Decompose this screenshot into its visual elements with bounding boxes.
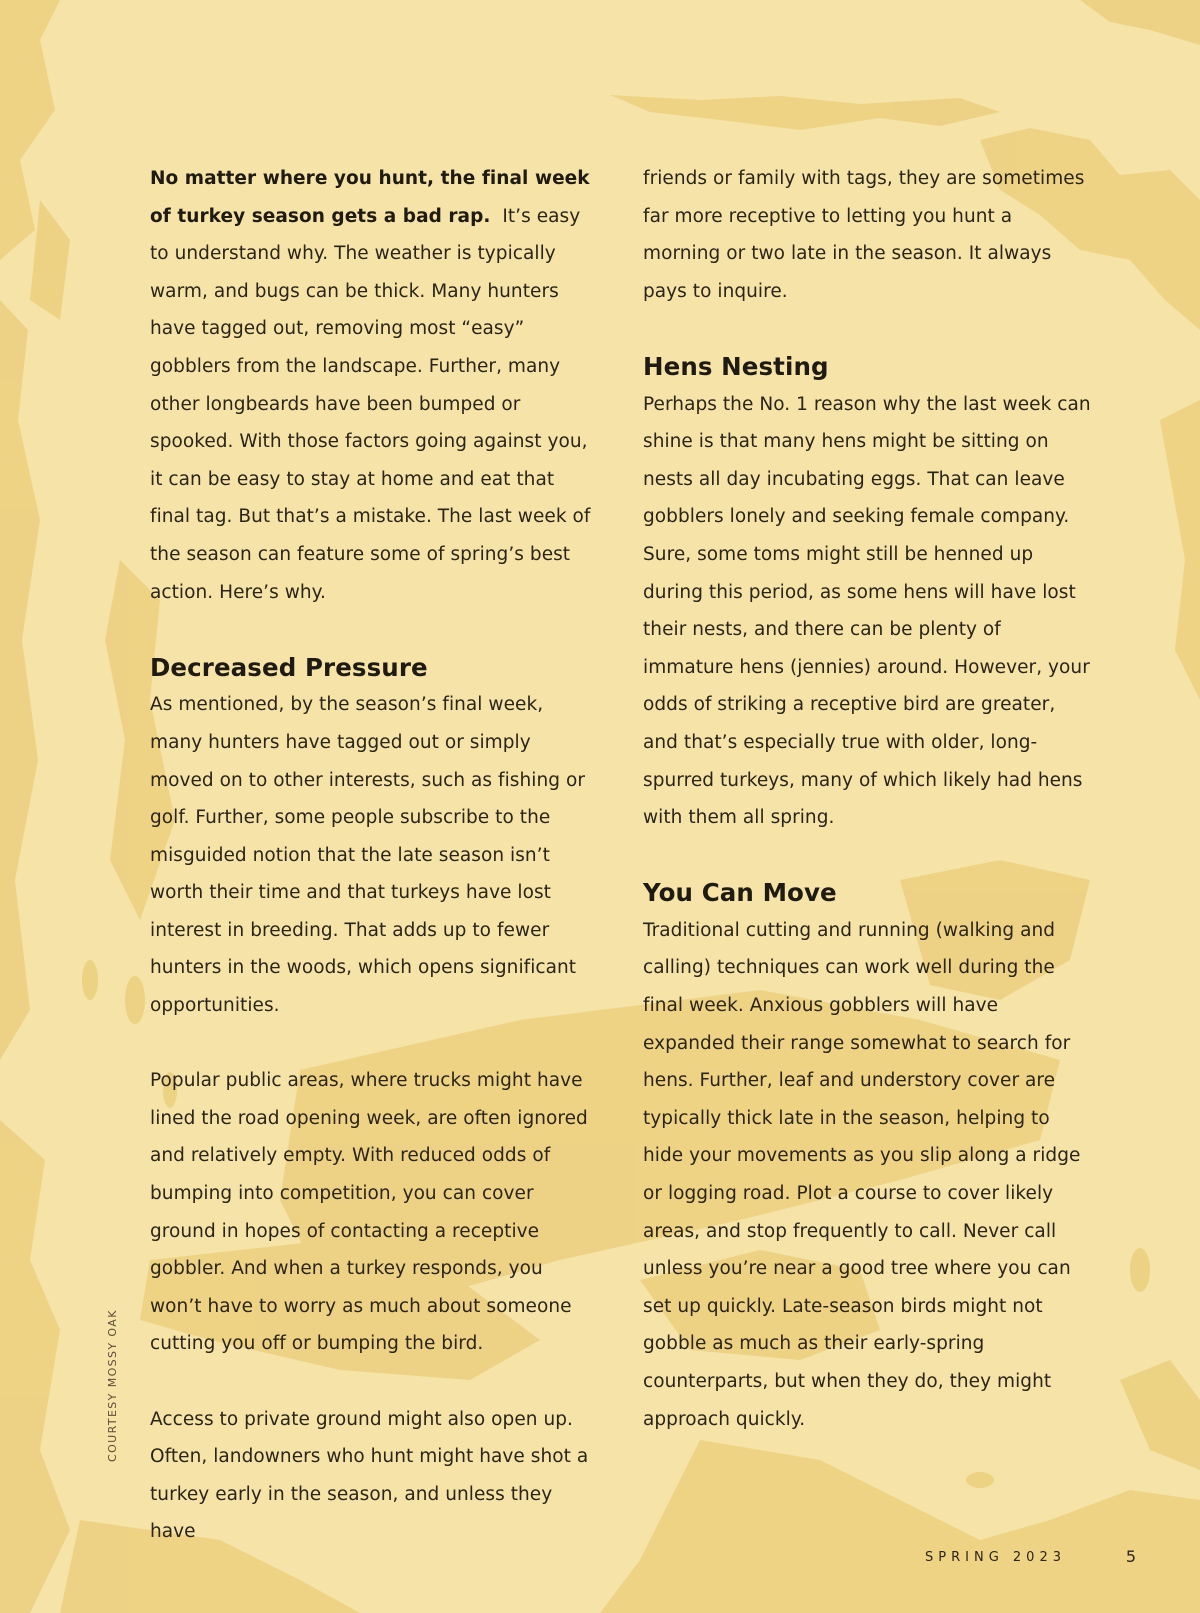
section-heading: Decreased Pressure — [150, 652, 428, 682]
section-decreased-pressure — [150, 649, 598, 1551]
continued-paragraph: friends or family with tags, they are sometimes far more receptive to letting you hunt a morning or two late in the season. It always pays to inquire. — [643, 168, 1085, 302]
section-heading: You Can Move — [643, 878, 837, 908]
section-you-can-move — [643, 874, 1091, 1438]
body-paragraph: Popular public areas, where trucks might have lined the road opening week, are often ignored and relatively empty. With reduced odds of bumping into competition, you can cover ground in hopes of contacting a receptive gobbler. And when a turkey responds, you won’t have to worry as much about someone cutting you off or bumping the bird. — [150, 1070, 588, 1355]
section-hens-nesting — [643, 348, 1091, 837]
left-column — [150, 160, 598, 1551]
photo-credit: COURTESY MOSSY OAK — [106, 1309, 119, 1462]
body-paragraph: As mentioned, by the season’s final week, many hunters have tagged out or simply moved on to other interests, such as fishing or golf. Further, some people subscribe to the misguided notion that the late season isn’t worth their time and that turkeys have lost interest in breeding. That adds up to fewer hunters in the woods, which opens significant opportunities. — [150, 694, 585, 1017]
footer-issue: SPRING 2023 — [925, 1550, 1066, 1565]
right-column — [643, 160, 1091, 1438]
page-number: 5 — [1125, 1547, 1136, 1566]
body-paragraph: Access to private ground might also open up. Often, landowners who hunt might have shot a turkey early in the season, and unless they have — [150, 1408, 589, 1543]
body-paragraph: Traditional cutting and running (walking and calling) techniques can work well during the final week. Anxious gobblers will have expanded their range somewhat to search for hens. Further, leaf and understory cover are typically thick late in the season, helping to hide your movements as you slip along a ridge or logging road. Plot a course to cover likely areas, and stop frequently to call. Never call unless you’re near a good tree where you can set up quickly. Late-season birds might not gobble as much as their early-spring counterparts, but when they do, they might approach quickly. — [643, 919, 1081, 1430]
intro-lead-bold: No matter where you hunt, the final week of turkey season gets a bad rap. — [150, 168, 590, 227]
body-paragraph: Perhaps the No. 1 reason why the last week can shine is that many hens might be sitting on nests all day incubating eggs. That can leave gobblers lonely and seeking female company. Sure, some toms might still be henned up during this period, as some hens will have lost their nests, and there can be plenty of immature hens (jennies) around. However, your odds of striking a receptive bird are greater, and that’s especially true with older, long-spurred turkeys, many of which likely had hens with them all spring. — [643, 393, 1091, 829]
section-heading: Hens Nesting — [643, 351, 829, 381]
intro-text: It’s easy to understand why. The weather is typically warm, and bugs can be thick. Many hunters have tagged out, removing most “easy” gobblers from the landscape. Further, many other longbeards have been bumped or spooked. With those factors going against you, it can be easy to stay at home and eat that final tag. But that’s a mistake. The last week of the season can feature some of spring’s best action. Here’s why. — [150, 205, 591, 603]
intro-paragraph — [150, 160, 598, 611]
